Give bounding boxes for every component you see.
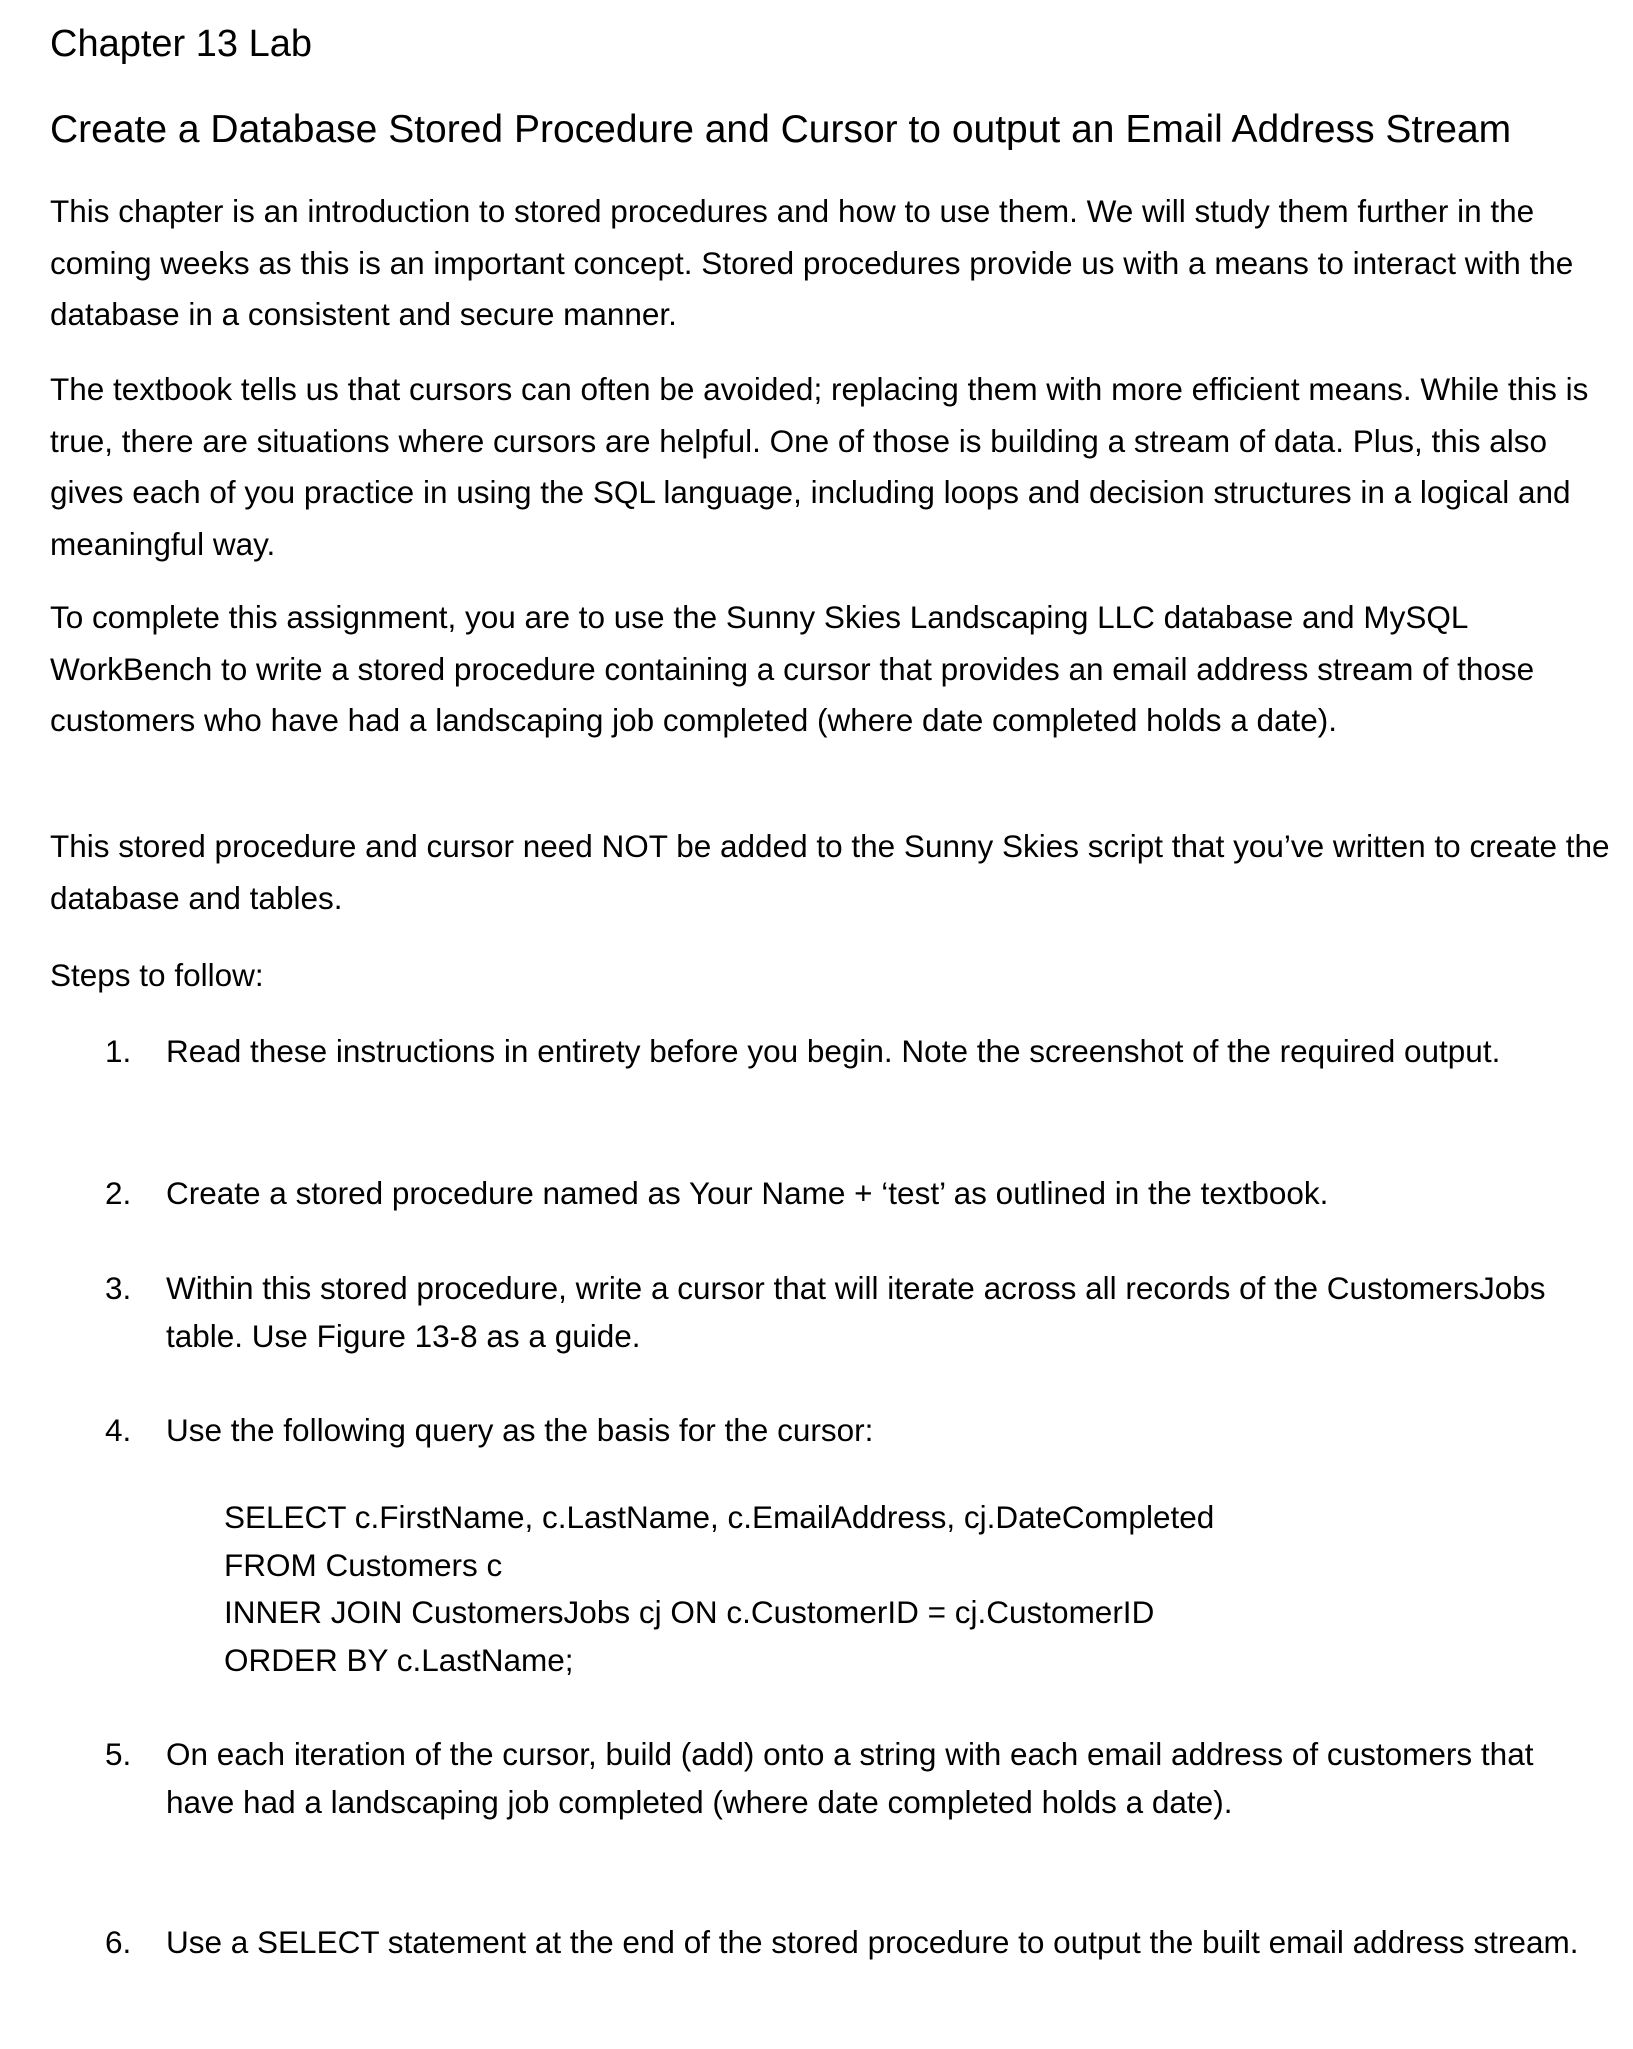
step-number: 5. bbox=[105, 1736, 132, 1772]
sql-query-line: SELECT c.FirstName, c.LastName, c.EmailAddress, cj.DateCompleted bbox=[224, 1499, 1215, 1535]
step-text: On each iteration of the cursor, build (add) onto a string with each email address of customers that have had a landscaping job completed (where date completed holds a date). bbox=[166, 1736, 1534, 1820]
sql-query-line: INNER JOIN CustomersJobs cj ON c.CustomerID = cj.CustomerID bbox=[224, 1594, 1155, 1630]
step-text: Read these instructions in entirety before you begin. Note the screenshot of the required output. bbox=[166, 1033, 1501, 1069]
step-number: 4. bbox=[105, 1412, 132, 1448]
step-text: Create a stored procedure named as Your Name + ‘test’ as outlined in the textbook. bbox=[166, 1175, 1329, 1211]
intro-paragraph: This chapter is an introduction to stored procedures and how to use them. We will study them further in the coming weeks as this is an important concept. Stored procedures provide us with a means to interact with the database in a consistent and secure manner. bbox=[50, 193, 1574, 332]
page-title: Chapter 13 Lab bbox=[50, 23, 312, 65]
step-number: 6. bbox=[105, 1924, 132, 1960]
cursors-paragraph: The textbook tells us that cursors can often be avoided; replacing them with more efficient means. While this is true, there are situations where cursors are helpful. One of those is building a stream of data. Plus, this also gives each of you practice in using the SQL language, including loops and decision structures in a logical and meaningful way. bbox=[50, 371, 1589, 562]
steps-heading: Steps to follow: bbox=[50, 957, 264, 993]
sql-query-line: FROM Customers c bbox=[224, 1546, 503, 1583]
step-number: 1. bbox=[105, 1033, 132, 1069]
sql-query-block bbox=[224, 1494, 1214, 1684]
sql-query-line: ORDER BY c.LastName; bbox=[224, 1641, 574, 1678]
step-text: Use the following query as the basis for the cursor: bbox=[166, 1412, 874, 1448]
step-text: Use a SELECT statement at the end of the stored procedure to output the built email address stream. bbox=[166, 1924, 1579, 1960]
assignment-paragraph: To complete this assignment, you are to use the Sunny Skies Landscaping LLC database and MySQL WorkBench to write a stored procedure containing a cursor that provides an email address stream of those customers who have had a landscaping job completed (where date completed holds a date). bbox=[50, 599, 1535, 738]
step-number: 2. bbox=[105, 1175, 132, 1211]
page-subtitle: Create a Database Stored Procedure and Cursor to output an Email Address Stream bbox=[50, 108, 1512, 151]
step-number: 3. bbox=[105, 1270, 132, 1306]
script-note-paragraph: This stored procedure and cursor need NOT be added to the Sunny Skies script that you’ve written to create the database and tables. bbox=[50, 828, 1610, 916]
step-text: Within this stored procedure, write a cursor that will iterate across all records of the CustomersJobs table. Use Figure 13-8 as a guide. bbox=[166, 1270, 1546, 1354]
